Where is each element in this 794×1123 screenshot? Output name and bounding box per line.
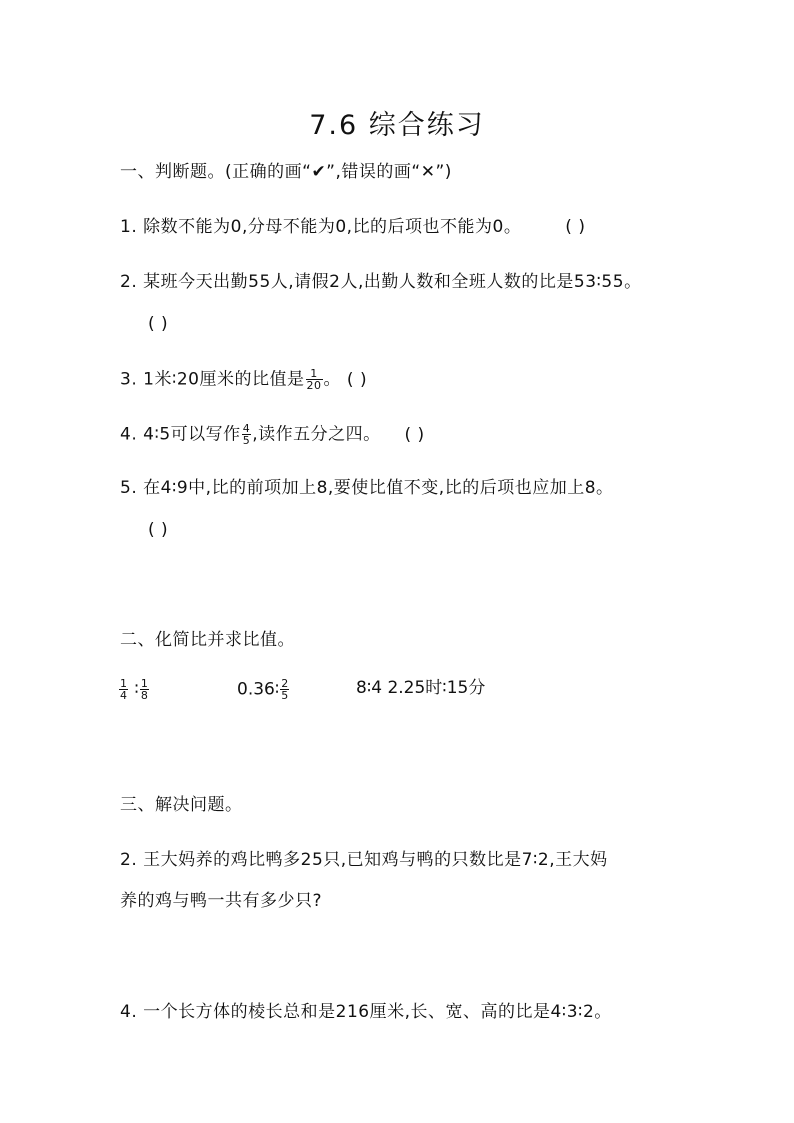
page-title: 7.6 综合练习 <box>309 110 485 141</box>
section2-heading: 二、化简比并求比值。 <box>120 630 295 650</box>
calc-1-fraction-b <box>140 678 149 701</box>
fraction-numerator: 1 <box>310 367 318 380</box>
ratio-separator: ∶ <box>134 679 139 700</box>
question-4-fraction <box>242 423 252 446</box>
question-1-text: 1. 除数不能为0,分母不能为0,比的后项也不能为0。 <box>120 217 522 237</box>
question-4-prefix: 4. 4∶5可以写作 <box>120 424 241 445</box>
fraction-denominator: 20 <box>306 379 322 392</box>
fraction-denominator: 5 <box>281 689 289 702</box>
question-3-fraction <box>306 368 323 391</box>
answer-blank-1[interactable]: ( ) <box>565 217 586 237</box>
fraction-numerator: 2 <box>281 677 289 690</box>
question-3-suffix: 。 <box>323 369 341 390</box>
question-1 <box>120 217 585 237</box>
calc-2-fraction <box>280 678 289 701</box>
problem-4-line-1: 4. 一个长方体的棱长总和是216厘米,长、宽、高的比是4∶3∶2。 <box>120 1002 612 1022</box>
fraction-denominator: 5 <box>242 434 251 447</box>
calc-item-3: 8∶4 2.25时∶15分 <box>356 678 486 698</box>
question-4 <box>120 423 425 446</box>
calc-2-prefix: 0.36∶ <box>237 679 280 700</box>
question-4-suffix: ,读作五分之四。 <box>252 424 381 445</box>
question-3 <box>120 368 367 391</box>
fraction-numerator: 1 <box>120 677 127 690</box>
answer-blank-2[interactable]: ( ) <box>148 314 169 334</box>
answer-blank-3[interactable]: ( ) <box>346 369 368 390</box>
answer-blank-4[interactable]: ( ) <box>404 424 425 445</box>
fraction-denominator: 8 <box>140 689 148 702</box>
calc-1-fraction-a <box>119 678 128 701</box>
calc-item-2 <box>237 678 290 701</box>
fraction-numerator: 1 <box>140 677 148 690</box>
calc-item-1 <box>118 678 150 701</box>
section3-heading: 三、解决问题。 <box>120 795 243 815</box>
fraction-denominator: 4 <box>120 689 127 702</box>
answer-blank-5[interactable]: ( ) <box>148 520 169 540</box>
problem-2-line-2: 养的鸡与鸭一共有多少只? <box>120 891 323 911</box>
fraction-numerator: 4 <box>242 422 251 435</box>
question-5-text: 5. 在4∶9中,比的前项加上8,要使比值不变,比的后项也应加上8。 <box>120 478 614 498</box>
section1-heading: 一、判断题。(正确的画“✔”,错误的画“✕”) <box>120 162 452 182</box>
problem-2-line-1: 2. 王大妈养的鸡比鸭多25只,已知鸡与鸭的只数比是7∶2,王大妈 <box>120 850 608 870</box>
question-2-text: 2. 某班今天出勤55人,请假2人,出勤人数和全班人数的比是53∶55。 <box>120 272 642 292</box>
question-3-prefix: 3. 1米∶20厘米的比值是 <box>120 369 305 390</box>
